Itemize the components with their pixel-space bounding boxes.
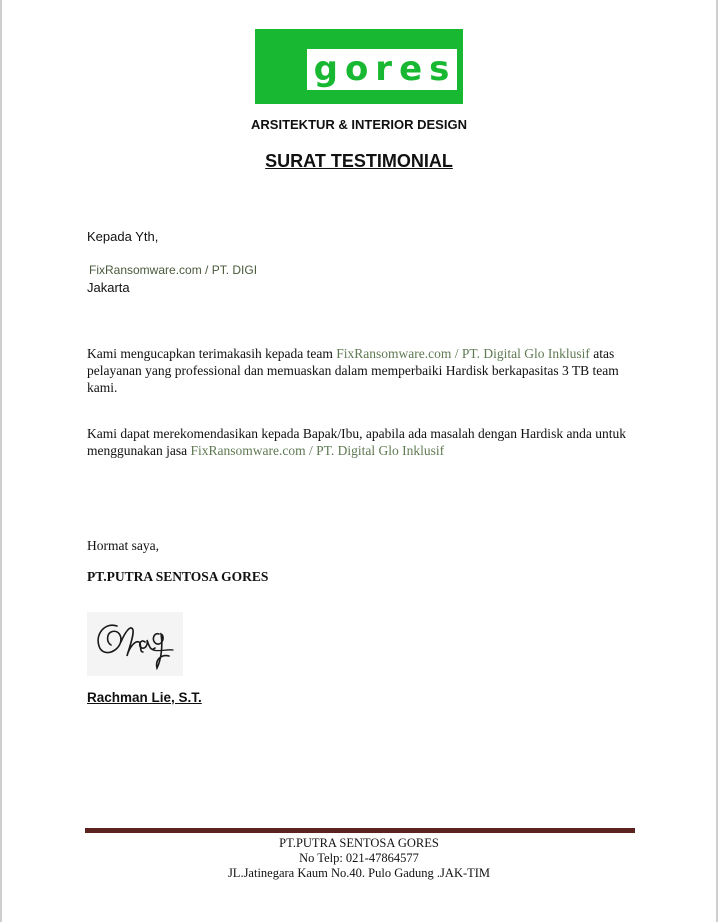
signing-company: PT.PUTRA SENTOSA GORES xyxy=(87,569,269,584)
company-logo xyxy=(255,29,463,104)
paragraph-thanks-end: atas pelayanan yang professional dan memuaskan dalam memperbaiki Hardisk berkapasitas 3 TB team kami. xyxy=(87,346,619,395)
signature-drawing xyxy=(87,612,183,676)
recipient-city: Jakarta xyxy=(87,280,130,295)
paragraph-thanks-start: Kami mengucapkan terimakasih kepada team xyxy=(87,346,337,361)
signature-image xyxy=(87,612,183,676)
company-highlight: FixRansomware.com / PT. Digital Glo Inklusif xyxy=(336,346,590,361)
greeting: Kepada Yth, xyxy=(87,229,159,244)
recipient: FixRansomware.com / PT. DIGI xyxy=(89,263,258,277)
company-highlight-2: FixRansomware.com / PT. Digital Glo Inklusif xyxy=(190,443,445,458)
footer-divider xyxy=(85,828,635,833)
page-edge-left xyxy=(0,0,2,922)
letterhead-subtitle: ARSITEKTUR & INTERIOR DESIGN xyxy=(251,117,467,132)
closing: Hormat saya, xyxy=(87,538,159,553)
paragraph-recommend-start: Kami dapat merekomendasikan kepada Bapak/Ibu, apabila ada masalah dengan Hardisk anda untuk menggunakan jasa xyxy=(87,426,627,458)
logo-panel xyxy=(307,49,457,90)
footer-phone: No Telp: 021-47864577 xyxy=(299,851,419,865)
paragraph-recommend xyxy=(87,425,627,459)
document-title: SURAT TESTIMONIAL xyxy=(265,151,453,171)
paragraph-thanks xyxy=(87,345,627,396)
footer-address: JL.Jatinegara Kaum No.40. Pulo Gadung .JAK-TIM xyxy=(227,866,491,880)
logo-text: gores xyxy=(313,49,457,89)
signer-name: Rachman Lie, S.T. xyxy=(87,690,202,705)
footer-company: PT.PUTRA SENTOSA GORES xyxy=(279,836,439,850)
